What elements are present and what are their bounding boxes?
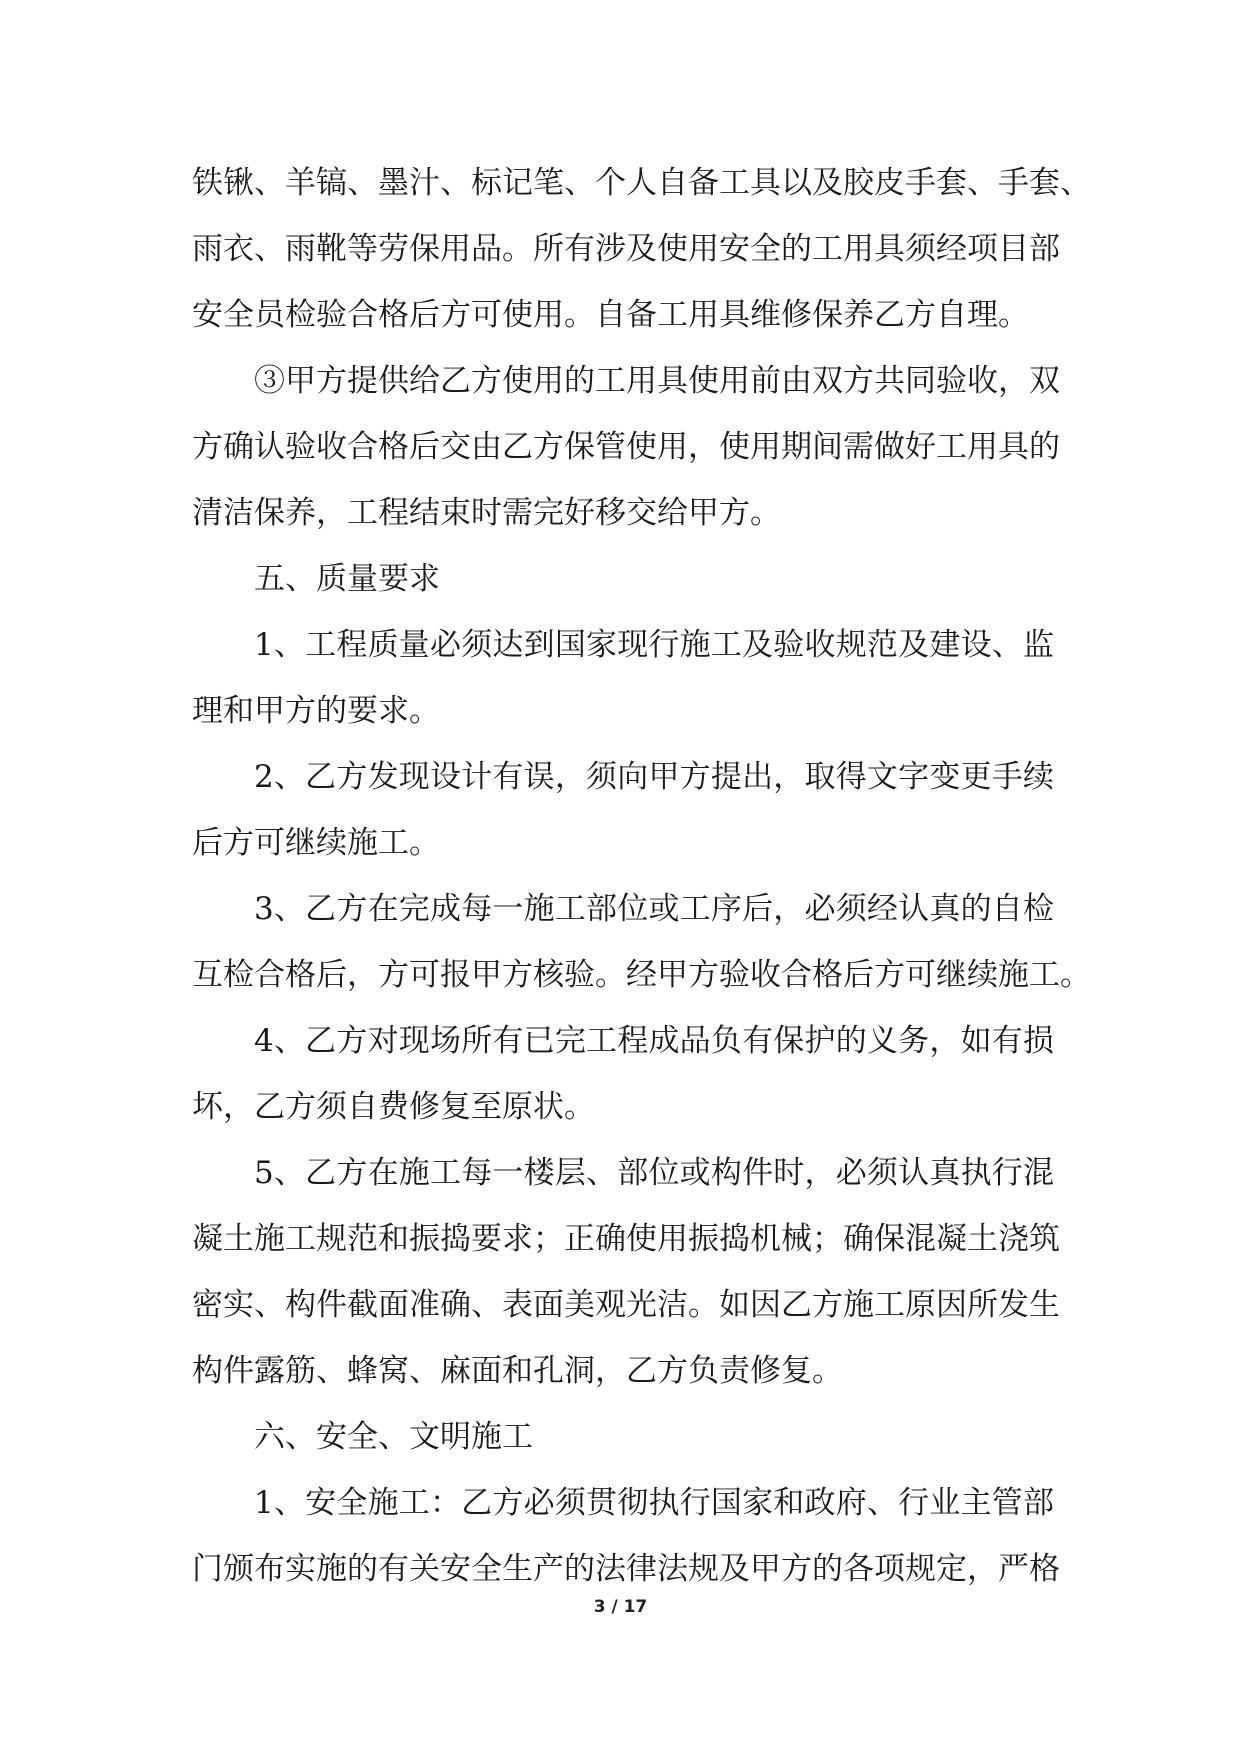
paragraph-tools-continued	[192, 150, 1091, 348]
paragraph-quality-1	[192, 612, 1054, 744]
text-line: 雨衣、雨靴等劳保用品。所有涉及使用安全的工用具须经项目部	[192, 231, 1060, 267]
paragraph-quality-3	[192, 876, 1091, 1008]
text-line: 后方可继续施工。	[192, 825, 440, 861]
text-line: 4、乙方对现场所有已完工程成品负有保护的义务，如有损	[254, 1023, 1054, 1059]
section-heading: 五、质量要求	[254, 561, 440, 597]
text-line: 互检合格后，方可报甲方核验。经甲方验收合格后方可继续施工。	[192, 957, 1091, 993]
text-line: 1、工程质量必须达到国家现行施工及验收规范及建设、监	[254, 627, 1054, 663]
paragraph-quality-2	[192, 744, 1054, 876]
text-line: 2、乙方发现设计有误，须向甲方提出，取得文字变更手续	[254, 759, 1054, 795]
paragraph-tools-acceptance	[192, 348, 1060, 546]
section-heading: 六、安全、文明施工	[254, 1419, 533, 1455]
text-line: ③甲方提供给乙方使用的工用具使用前由双方共同验收，双	[254, 363, 1060, 399]
text-line: 坏，乙方须自费修复至原状。	[192, 1089, 595, 1125]
text-line: 清洁保养，工程结束时需完好移交给甲方。	[192, 495, 781, 531]
page-number: 3 / 17	[593, 1597, 648, 1617]
text-line: 理和甲方的要求。	[192, 693, 440, 729]
section-heading-safety	[192, 1404, 1054, 1470]
text-line: 方确认验收合格后交由乙方保管使用，使用期间需做好工用具的	[192, 429, 1060, 465]
paragraph-safety-1	[192, 1470, 1060, 1602]
text-line: 3、乙方在完成每一施工部位或工序后，必须经认真的自检	[254, 891, 1054, 927]
text-line: 安全员检验合格后方可使用。自备工用具维修保养乙方自理。	[192, 297, 1029, 333]
text-line: 铁锹、羊镐、墨汁、标记笔、个人自备工具以及胶皮手套、手套、	[192, 165, 1091, 201]
text-line: 凝土施工规范和振捣要求；正确使用振捣机械；确保混凝土浇筑	[192, 1221, 1060, 1257]
section-heading-quality	[192, 546, 1054, 612]
text-line: 门颁布实施的有关安全生产的法律法规及甲方的各项规定，严格	[192, 1551, 1060, 1587]
paragraph-quality-5	[192, 1140, 1060, 1404]
text-line: 1、安全施工：乙方必须贯彻执行国家和政府、行业主管部	[254, 1485, 1054, 1521]
text-line: 构件露筋、蜂窝、麻面和孔洞，乙方负责修复。	[192, 1353, 843, 1389]
text-line: 5、乙方在施工每一楼层、部位或构件时，必须认真执行混	[254, 1155, 1054, 1191]
text-line: 密实、构件截面准确、表面美观光洁。如因乙方施工原因所发生	[192, 1287, 1060, 1323]
document-body	[192, 150, 1091, 1602]
paragraph-quality-4	[192, 1008, 1054, 1140]
